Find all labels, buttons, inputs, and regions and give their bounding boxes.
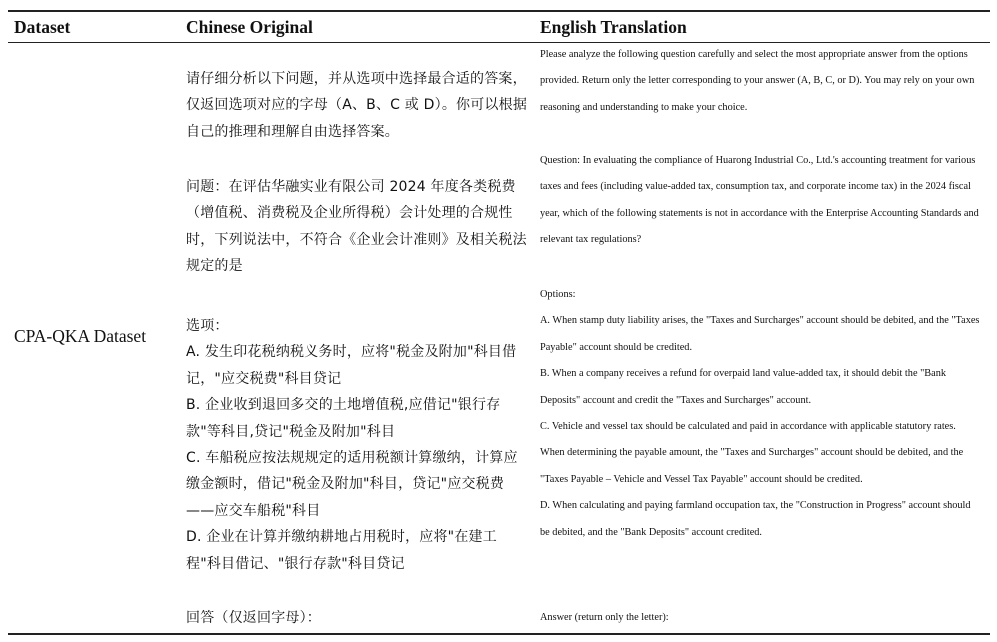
english-answer-prompt [540, 605, 980, 631]
english-options [540, 282, 980, 546]
english-option-a: A. When stamp duty liability arises, the "Taxes and Surcharges" account should be debited, and the "Taxes Payable" account should be credited. [540, 315, 980, 353]
english-options-label: Options: [540, 289, 576, 300]
chinese-question-text: 问题：在评估华融实业有限公司 2024 年度各类税费（增值税、消费税及企业所得税）会计处理的合规性时，下列说法中，不符合《企业会计准则》及相关税法规定的是 [186, 179, 527, 275]
chinese-options-label: 选项： [186, 318, 229, 334]
table-top-rule [8, 10, 990, 12]
english-answer-prompt-text: Answer (return only the letter): [540, 612, 669, 623]
header-dataset: Dataset [14, 17, 71, 37]
table-bottom-rule [8, 633, 990, 635]
english-question-text: Question: In evaluating the compliance of Huarong Industrial Co., Ltd.'s accounting treatment for various taxes and fees (including value-added tax, consumption tax, and corporate income tax) in the 2024 fiscal year, which of the following statements is not in accordance with the Enterprise Accounting Standards and relevant tax regulations? [540, 155, 979, 246]
dataset-name-cell: CPA-QKA Dataset [14, 326, 147, 346]
english-option-c: C. Vehicle and vessel tax should be calculated and paid in accordance with applicable statutory rates. When determining the payable amount, the "Taxes and Surcharges" account should be debited, and the "Taxes Payable – Vehicle and Vessel Tax Payable" account should be credited. [540, 421, 964, 485]
chinese-answer-prompt [186, 605, 531, 631]
english-question [540, 148, 980, 254]
chinese-instruction-text: 请仔细分析以下问题，并从选项中选择最合适的答案，仅返回选项对应的字母（A、B、C 或 D）。你可以根据自己的推理和理解自由选择答案。 [186, 71, 528, 140]
header-chinese-original: Chinese Original [186, 17, 313, 37]
chinese-instruction [186, 66, 531, 145]
header-english-translation: English Translation [540, 17, 687, 37]
chinese-question [186, 174, 531, 280]
chinese-answer-prompt-text: 回答（仅返回字母）： [186, 610, 321, 626]
chinese-option-a: A. 发生印花税纳税义务时，应将"税金及附加"科目借记，"应交税费"科目贷记 [186, 344, 517, 387]
english-instruction-text: Please analyze the following question carefully and select the most appropriate answer from the options provided. Return only the letter corresponding to your answer (A, B, C, or D). You may rely on your own reasoning and understanding to make your choice. [540, 49, 975, 113]
chinese-option-c: C. 车船税应按法规规定的适用税额计算缴纳，计算应缴金额时，借记"税金及附加"科目，贷记"应交税费——应交车船税"科目 [186, 450, 518, 519]
chinese-option-b: B. 企业收到退回多交的土地增值税,应借记"银行存款"等科目,贷记"税金及附加"科目 [186, 397, 501, 440]
chinese-option-d: D. 企业在计算并缴纳耕地占用税时，应将"在建工程"科目借记、"银行存款"科目贷记 [186, 529, 497, 572]
english-option-b: B. When a company receives a refund for overpaid land value-added tax, it should debit the "Bank Deposits" account and credit the "Taxes and Surcharges" account. [540, 368, 947, 406]
english-option-d: D. When calculating and paying farmland occupation tax, the "Construction in Progress" account should be debited, and the "Bank Deposits" account credited. [540, 500, 971, 538]
english-instruction [540, 42, 980, 121]
chinese-options [186, 313, 531, 577]
